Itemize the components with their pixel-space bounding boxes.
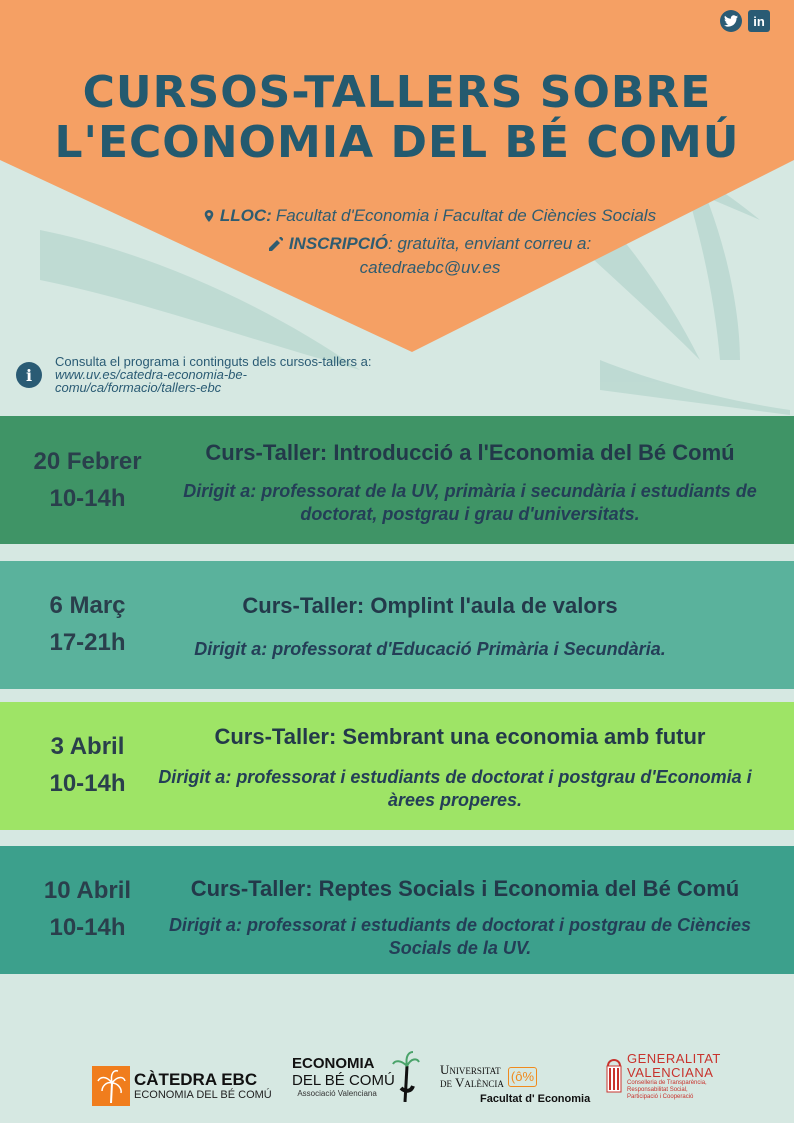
- ebc-logo-line-1: ECONOMIA: [292, 1055, 375, 1072]
- linkedin-glyph: in: [753, 13, 765, 29]
- session-title: Curs-Taller: Introducció a l'Economia del Bé Comú: [205, 440, 735, 465]
- catedra-palm-icon: [92, 1066, 130, 1106]
- uv-economics-logo[interactable]: [440, 1064, 590, 1105]
- title-line-2: L'ECONOMIA DEL BÉ COMÚ: [54, 117, 740, 168]
- session-title: Curs-Taller: Sembrant una economia amb futur: [214, 724, 706, 749]
- generalitat-line-1: GENERALITAT: [627, 1051, 721, 1066]
- session-audience: Dirigit a: professorat de la UV, primària i secundària i estudiants de doctorat, postgrau i grau d'universitats.: [183, 481, 757, 524]
- generalitat-crest-icon: [604, 1056, 624, 1098]
- linkedin-icon[interactable]: [748, 10, 770, 32]
- generalitat-line-5: Participació i Cooperació: [627, 1094, 694, 1100]
- registration-email[interactable]: catedraebc@uv.es: [359, 258, 501, 277]
- session-date-time: 17-21h: [49, 629, 126, 656]
- pencil-icon: [269, 237, 283, 251]
- location-pin-icon: [204, 210, 214, 222]
- session-date-day: 20 Febrer: [33, 448, 142, 475]
- session-date-time: 10-14h: [49, 485, 126, 512]
- info-icon: i: [16, 362, 42, 388]
- uv-faculty-label: Facultat d' Economia: [480, 1093, 591, 1105]
- ebc-association-logo[interactable]: [292, 1052, 421, 1102]
- uv-logo-line-1: Universitat: [440, 1062, 501, 1077]
- twitter-icon[interactable]: [720, 10, 742, 32]
- session-block-3: [0, 702, 794, 830]
- ebc-logo-line-3: Associació Valenciana: [297, 1089, 377, 1098]
- ebc-tree-icon: [391, 1046, 421, 1102]
- info-text-lead: Consulta el programa i continguts dels cursos-tallers a:: [55, 354, 372, 369]
- location-row: [120, 204, 740, 228]
- generalitat-line-3: Conselleria de Transparència,: [627, 1080, 707, 1086]
- generalitat-logo[interactable]: [604, 1052, 721, 1101]
- header-orange-band: [0, 0, 794, 360]
- catedra-ebc-logo[interactable]: [92, 1066, 272, 1106]
- location-label: LLOC:: [219, 206, 272, 225]
- session-audience: Dirigit a: professorat i estudiants de doctorat i postgrau d'Economia i àrees properes.: [158, 767, 752, 810]
- ebc-logo-line-2: DEL BÉ COMÚ: [292, 1072, 395, 1089]
- session-date-day: 3 Abril: [50, 733, 125, 760]
- info-url[interactable]: www.uv.es/catedra-economia-be-comu/ca/formacio/tallers-ebc: [55, 367, 247, 395]
- session-title: Curs-Taller: Reptes Socials i Economia del Bé Comú: [190, 876, 740, 901]
- session-audience: Dirigit a: professorat i estudiants de doctorat i postgrau de Ciències Socials de la UV.: [168, 915, 752, 958]
- session-date-time: 10-14h: [49, 770, 126, 797]
- page-title: [0, 68, 794, 168]
- session-block-2: [0, 561, 794, 689]
- session-block-4: [0, 846, 794, 974]
- session-date-day: 10 Abril: [43, 877, 132, 904]
- session-title: Curs-Taller: Omplint l'aula de valors: [242, 593, 618, 618]
- title-line-1: CURSOS-TALLERS SOBRE: [82, 67, 712, 118]
- generalitat-line-2: VALENCIANA: [627, 1065, 714, 1080]
- session-date-day: 6 Març: [49, 592, 126, 619]
- registration-row: [120, 232, 740, 256]
- session-date-time: 10-14h: [49, 914, 126, 941]
- session-audience: Dirigit a: professorat d'Educació Primària i Secundària.: [194, 639, 666, 659]
- event-details: [120, 204, 740, 280]
- registration-value: : gratuïta, enviant correu a:: [388, 234, 592, 253]
- location-value: Facultat d'Economia i Facultat de Ciències Socials: [275, 206, 657, 225]
- session-date: [0, 872, 175, 946]
- uv-percent-icon: (ô%: [508, 1067, 537, 1087]
- social-links: [720, 10, 770, 32]
- info-text: [55, 355, 376, 394]
- catedra-logo-line-1: CÀTEDRA EBC: [134, 1070, 258, 1089]
- catedra-logo-line-2: ECONOMIA DEL BÉ COMÚ: [134, 1089, 272, 1101]
- uv-logo-line-2: de València: [440, 1075, 504, 1090]
- session-date: [0, 443, 175, 517]
- info-note: [16, 355, 376, 394]
- generalitat-line-4: Responsabilitat Social,: [627, 1087, 688, 1093]
- footer-logos: [0, 1048, 794, 1118]
- session-block-1: [0, 416, 794, 544]
- registration-label: INSCRIPCIÓ: [288, 234, 388, 253]
